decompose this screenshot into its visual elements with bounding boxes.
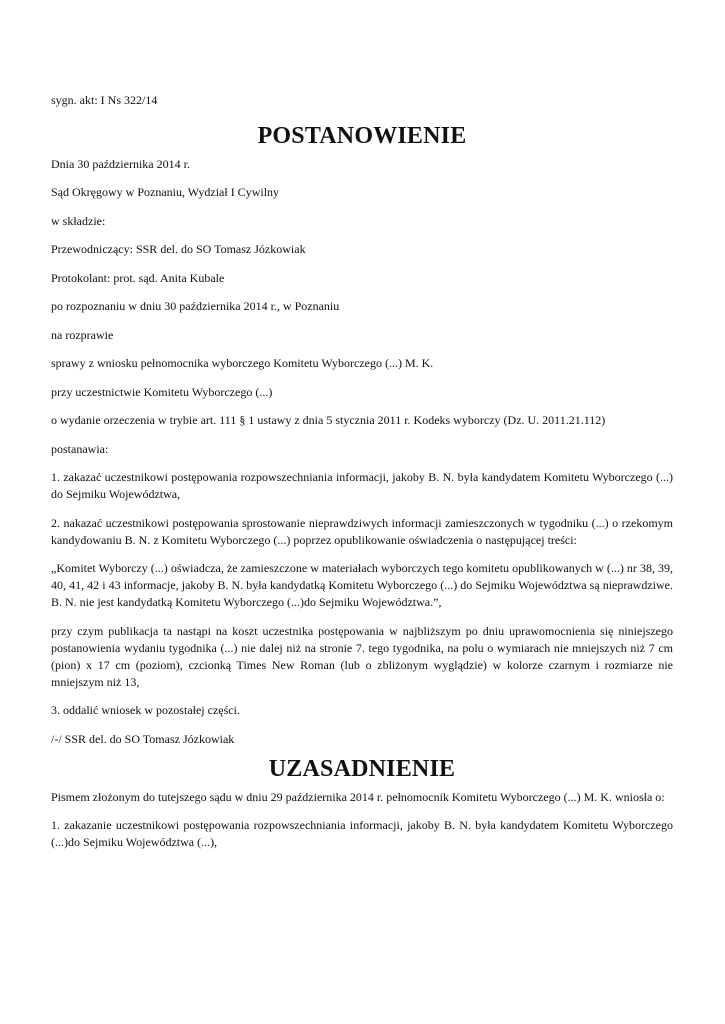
justification-title: UZASADNIENIE (268, 755, 456, 782)
decision-label: postanawia: (51, 441, 109, 456)
justification-item-1: 1. zakazanie uczestnikowi postępowania rozpowszechniania informacji, jakoby B. N. była kandydatem Komitetu Wyborczego (...)do Sejmiku Województwa (...), (51, 818, 673, 849)
legal-basis: o wydanie orzeczenia w trybie art. 111 § 1 ustawy z dnia 5 stycznia 2011 r. Kodeks wyborczy (Dz. U. 2011.21.112) (51, 413, 606, 427)
document-page (51, 92, 673, 863)
date-line: Dnia 30 października 2014 r. (51, 156, 190, 171)
composition-label: w składzie: (51, 213, 106, 228)
court-name: Sąd Okręgowy w Poznaniu, Wydział I Cywilny (51, 185, 280, 199)
hearing-line: po rozpoznaniu w dniu 30 października 2014 r., w Poznaniu (51, 299, 340, 313)
ruling-item-3: 3. oddalić wniosek w pozostałej części. (51, 703, 240, 717)
publication-terms: przy czym publikacja ta nastąpi na koszt uczestnika postępowania w najbliższym po dniu uprawomocnienia się niniejszego postanowienia wydaniu tygodnika (...) nie dalej niż na stronie 7. tego tygodnika, na polu o wymiarach nie mniejszych niż 7 cm (pion) x 17 cm (poziom), czcionką Times New Roman (lub o zbliżonym wyglądzie) w kolorze czarnym i rozmiarze nie mniejszym niż 13, (51, 623, 673, 689)
justification-intro: Pismem złożonym do tutejszego sądu w dniu 29 października 2014 r. pełnomocnik Komitetu Wyborczego (...) M. K. wniosła o: (51, 789, 665, 804)
presiding-judge: Przewodniczący: SSR del. do SO Tomasz Józkowiak (51, 242, 306, 256)
case-matter: sprawy z wniosku pełnomocnika wyborczego Komitetu Wyborczego (...) M. K. (51, 356, 434, 370)
judge-signature: /-/ SSR del. do SO Tomasz Józkowiak (51, 731, 235, 746)
document-title: POSTANOWIENIE (257, 122, 467, 149)
correction-statement: „Komitet Wyborczy (...) oświadcza, że zamieszczone w materiałach wyborczych tego komitetu opublikowanych w (...) nr 38, 39, 40, 41, 42 i 43 informacje, jakoby B. N. była kandydatką Komitetu Wyborczego (...) do Sejmiku Województwa są nieprawdziwe. B. N. nie jest kandydatką Komitetu Wyborczego (...)do Sejmiku Województwa.”, (51, 561, 673, 609)
case-reference: sygn. akt: I Ns 322/14 (51, 93, 158, 107)
ruling-item-2: 2. nakazać uczestnikowi postępowania sprostowanie nieprawdziwych informacji zamieszczonych w tygodniku (...) o rzekomym kandydowaniu B. N. z Komitetu Wyborczego (...) poprzez opublikowanie oświadczenia o następującej treści: (51, 515, 673, 547)
court-clerk: Protokolant: prot. sąd. Anita Kubale (51, 270, 225, 285)
participant: przy uczestnictwie Komitetu Wyborczego (...) (51, 384, 273, 399)
ruling-item-1: 1. zakazać uczestnikowi postępowania rozpowszechniania informacji, jakoby B. N. była kandydatem Komitetu Wyborczego (...) do Sejmiku Województwa, (51, 470, 673, 501)
hearing-type: na rozprawie (51, 327, 114, 342)
